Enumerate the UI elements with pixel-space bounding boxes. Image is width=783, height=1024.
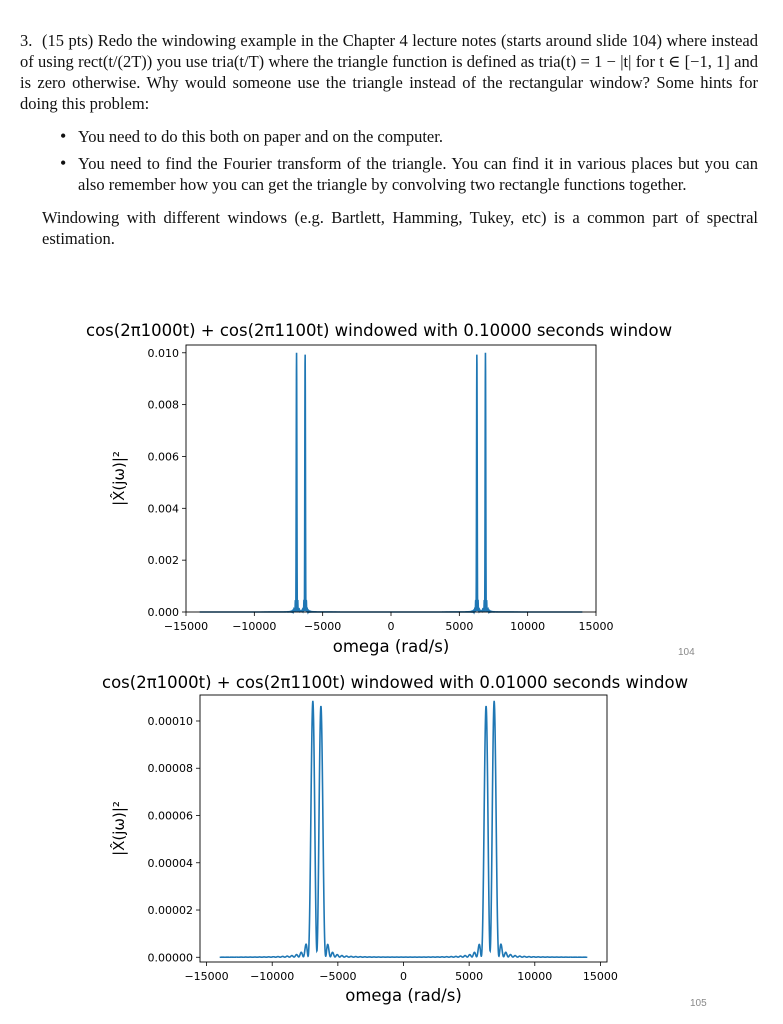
y-tick-label: 0.002 (147, 554, 179, 568)
chart2-title: cos(2π1000t) + cos(2π1100t) windowed with 0.01000 seconds window (102, 673, 689, 692)
x-tick-label: 15000 (578, 620, 614, 633)
x-tick-label: 5000 (445, 620, 474, 633)
y-tick-label: 0.006 (147, 450, 179, 464)
chart2-axes-frame (200, 695, 607, 962)
chart2-series-line (220, 702, 588, 958)
chart1-title: cos(2π1000t) + cos(2π1100t) windowed with 0.10000 seconds window (86, 321, 673, 340)
x-tick-label: 15000 (582, 970, 618, 983)
y-tick-label: 0.00006 (147, 809, 193, 823)
x-tick-label: 0 (387, 620, 395, 633)
x-tick-label: 0 (400, 970, 407, 983)
x-tick-label: 10000 (517, 970, 553, 983)
x-tick-label: −5000 (304, 620, 342, 633)
slide-page-number: 105 (690, 998, 707, 1009)
x-tick-label: −10000 (250, 970, 295, 983)
chart1-xlabel: omega (rad/s) (332, 637, 450, 656)
y-tick-label: 0.00000 (147, 951, 193, 965)
y-tick-label: 0.00008 (147, 762, 193, 776)
y-tick-label: 0.000 (147, 606, 179, 619)
slide-page-number: 104 (678, 647, 695, 658)
hint-item: • You need to do this both on paper and on the computer. (78, 126, 758, 147)
y-tick-label: 0.008 (147, 398, 179, 412)
x-tick-label: −15000 (184, 970, 229, 983)
problem-number: 3. (20, 31, 33, 50)
y-tick-label: 0.00002 (147, 904, 193, 918)
x-tick-label: 5000 (455, 970, 484, 983)
chart2-ylabel: |X̂(jω)|² (110, 801, 128, 856)
chart1-ylabel: |X̂(jω)|² (110, 451, 128, 506)
y-tick-label: 0.010 (147, 346, 179, 360)
x-tick-label: −15000 (163, 620, 209, 633)
y-tick-label: 0.004 (147, 502, 179, 516)
y-tick-label: 0.00010 (147, 714, 193, 728)
problem-text: (15 pts) Redo the windowing example in the Chapter 4 lecture notes (starts around slide 104) where instead of using rect(t/(2T)) you use tria(t/T) where the triangle function is defined as tria(t) = 1 − |t| for t ∈ [−1, 1] and is zero otherwise. Why would someone use the triangle instead of the rectangular window? Some hints for doing this problem: (20, 31, 758, 113)
x-tick-label: −5000 (319, 970, 357, 983)
x-tick-label: 10000 (510, 620, 546, 633)
chart2-xlabel: omega (rad/s) (345, 986, 462, 1005)
windowing-note: Windowing with different windows (e.g. Bartlett, Hamming, Tukey, etc) is a common part of spectral estimation. (42, 208, 758, 248)
y-tick-label: 0.00004 (147, 856, 193, 870)
hint-item: • You need to find the Fourier transform of the triangle. You can find it in various places but you can also remember how you can get the triangle by convolving two rectangle functions together. (78, 153, 758, 195)
x-tick-label: −10000 (232, 620, 277, 633)
